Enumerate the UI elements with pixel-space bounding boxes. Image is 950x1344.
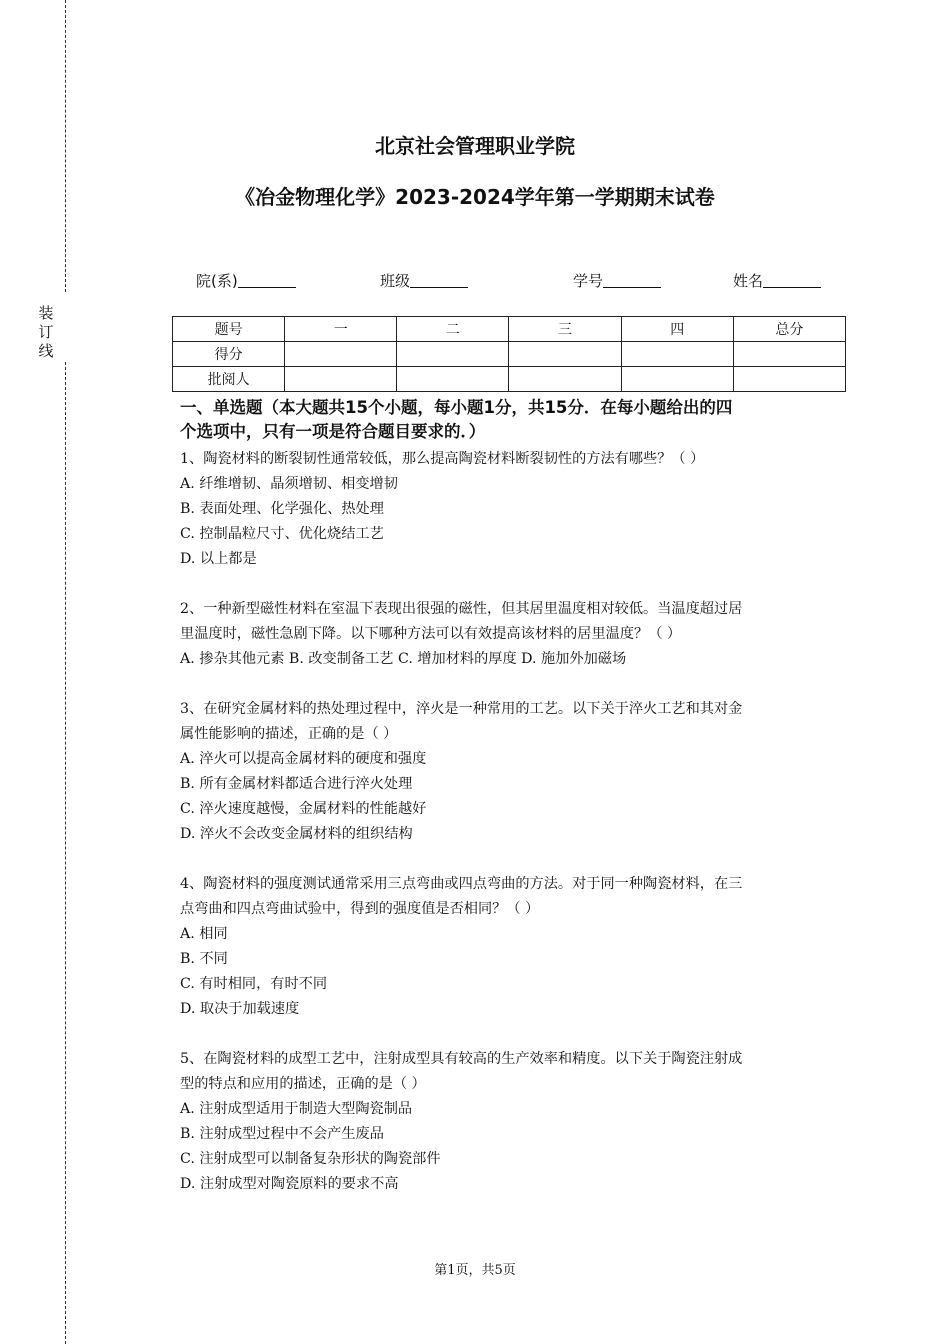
question-option: B. 所有金属材料都适合进行淬火处理	[180, 776, 413, 792]
score-input-cell[interactable]	[621, 342, 733, 367]
question-option: C. 有时相同，有时不同	[180, 976, 328, 992]
score-table-cell: 批阅人	[173, 367, 285, 392]
question-option: C. 淬火速度越慢，金属材料的性能越好	[180, 801, 427, 817]
info-field-department	[196, 270, 296, 291]
question-option: A. 纤维增韧、晶须增韧、相变增韧	[180, 476, 398, 492]
page-footer: 第1页，共5页	[434, 1263, 516, 1278]
question-option: B. 注射成型过程中不会产生废品	[180, 1126, 384, 1142]
question-option: B. 不同	[180, 951, 228, 967]
question-5	[180, 1047, 840, 1197]
score-table-cell: 四	[621, 317, 733, 342]
question-option: D. 取决于加载速度	[180, 1001, 300, 1017]
score-input-cell[interactable]	[285, 367, 397, 392]
info-field-label: 班级	[380, 272, 411, 290]
fill-blank[interactable]	[410, 273, 468, 288]
question-1	[180, 447, 840, 572]
question-stem: 属性能影响的描述，正确的是（ ）	[180, 726, 398, 742]
score-table-cell: 二	[397, 317, 509, 342]
binding-char: 装	[38, 304, 54, 322]
binding-line-bottom	[65, 362, 66, 1344]
score-table-row	[173, 342, 846, 367]
section-heading-line: 个选项中，只有一项是符合题目要求的．）	[180, 422, 486, 441]
exam-title: 《冶金物理化学》2023-2024学年第一学期期末试卷	[235, 185, 715, 209]
question-3	[180, 697, 840, 847]
score-table-cell: 总分	[733, 317, 845, 342]
score-table-cell: 得分	[173, 342, 285, 367]
question-stem: 1、陶瓷材料的断裂韧性通常较低，那么提高陶瓷材料断裂韧性的方法有哪些？（ ）	[180, 451, 705, 467]
score-input-cell[interactable]	[733, 367, 845, 392]
question-option: A. 相同	[180, 926, 228, 942]
question-option: A. 掺杂其他元素 B. 改变制备工艺 C. 增加材料的厚度 D. 施加外加磁场	[180, 651, 627, 667]
question-option: B. 表面处理、化学强化、热处理	[180, 501, 384, 517]
binding-label	[38, 304, 54, 361]
question-2	[180, 597, 840, 672]
score-table-cell: 题号	[173, 317, 285, 342]
question-option: D. 以上都是	[180, 551, 257, 567]
score-table-row	[173, 367, 846, 392]
question-stem: 3、在研究金属材料的热处理过程中，淬火是一种常用的工艺。以下关于淬火工艺和其对金	[180, 701, 743, 717]
exam-content	[180, 396, 840, 1197]
question-option: C. 控制晶粒尺寸、优化烧结工艺	[180, 526, 384, 542]
question-stem: 2、一种新型磁性材料在室温下表现出很强的磁性，但其居里温度相对较低。当温度超过居	[180, 601, 743, 617]
question-stem: 4、陶瓷材料的强度测试通常采用三点弯曲或四点弯曲的方法。对于同一种陶瓷材料，在三	[180, 876, 743, 892]
question-stem: 点弯曲和四点弯曲试验中，得到的强度值是否相同？（ ）	[180, 901, 540, 917]
section-heading	[180, 396, 840, 444]
score-input-cell[interactable]	[621, 367, 733, 392]
score-input-cell[interactable]	[397, 367, 509, 392]
score-table-cell: 三	[509, 317, 621, 342]
info-field-name	[733, 270, 821, 291]
score-input-cell[interactable]	[509, 367, 621, 392]
info-field-class	[380, 270, 468, 291]
question-4	[180, 872, 840, 1022]
info-field-student-id	[573, 270, 661, 291]
question-stem: 里温度时，磁性急剧下降。以下哪种方法可以有效提高该材料的居里温度？（ ）	[180, 626, 682, 642]
question-option: C. 注射成型可以制备复杂形状的陶瓷部件	[180, 1151, 441, 1167]
info-field-label: 学号	[573, 272, 604, 290]
question-option: A. 注射成型适用于制造大型陶瓷制品	[180, 1101, 413, 1117]
score-input-cell[interactable]	[509, 342, 621, 367]
question-stem: 5、在陶瓷材料的成型工艺中，注射成型具有较高的生产效率和精度。以下关于陶瓷注射成	[180, 1051, 743, 1067]
info-field-label: 院(系)	[196, 272, 238, 290]
info-field-label: 姓名	[733, 272, 764, 290]
fill-blank[interactable]	[763, 273, 821, 288]
binding-char: 线	[38, 342, 54, 360]
fill-blank[interactable]	[238, 273, 296, 288]
fill-blank[interactable]	[603, 273, 661, 288]
score-input-cell[interactable]	[733, 342, 845, 367]
question-stem: 型的特点和应用的描述，正确的是（ ）	[180, 1076, 426, 1092]
score-input-cell[interactable]	[397, 342, 509, 367]
section-heading-line: 一、单选题（本大题共15个小题，每小题1分，共15分．在每小题给出的四	[180, 398, 733, 417]
score-table-header-row	[173, 317, 846, 342]
school-name: 北京社会管理职业学院	[375, 134, 575, 158]
score-input-cell[interactable]	[285, 342, 397, 367]
question-option: A. 淬火可以提高金属材料的硬度和强度	[180, 751, 427, 767]
question-option: D. 淬火不会改变金属材料的组织结构	[180, 826, 413, 842]
binding-char: 订	[38, 323, 54, 341]
score-table	[172, 316, 846, 392]
question-option: D. 注射成型对陶瓷原料的要求不高	[180, 1176, 399, 1192]
score-table-cell: 一	[285, 317, 397, 342]
